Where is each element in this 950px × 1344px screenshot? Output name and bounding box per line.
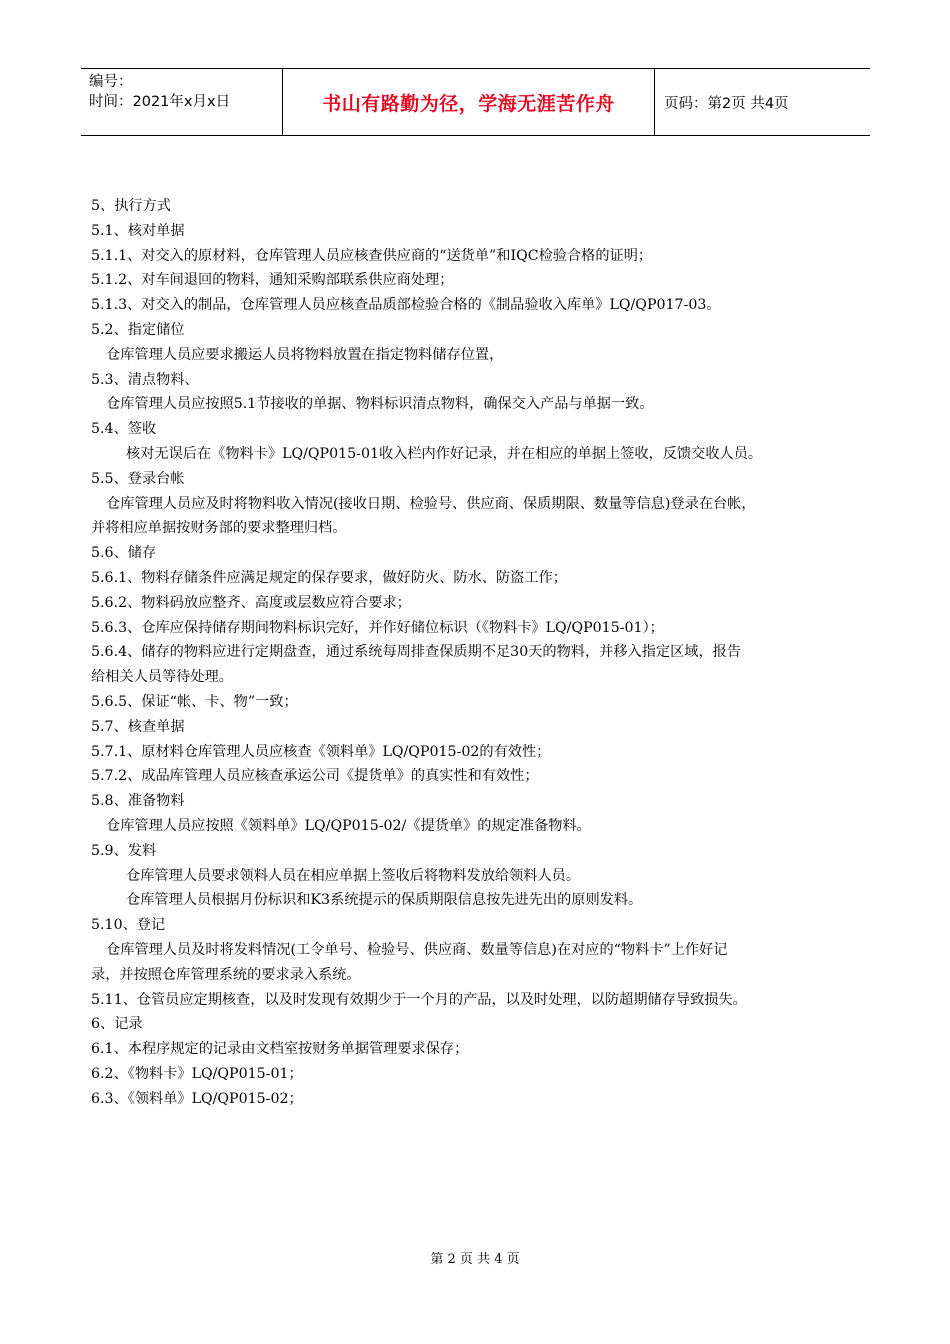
text-line: 5.7.2、成品库管理人员应核查承运公司《提货单》的真实性和有效性； [91, 768, 539, 785]
text-line: 5.11、仓管员应定期核查，以及时发现有效期少于一个月的产品，以及时处理，以防超期储存导致损失。 [91, 991, 747, 1008]
header-right-cell [655, 69, 870, 135]
header-motto-cell [282, 69, 655, 135]
text-line: 5.6.4、储存的物料应进行定期盘查，通过系统每周排查保质期不足30天的物料，并移入指定区域，报告 [91, 644, 742, 661]
page-header [81, 68, 870, 136]
text-line: 5、执行方式 [91, 198, 171, 214]
text-line: 5.5、登录台帐 [91, 470, 185, 487]
document-number-label: 编号： [89, 74, 133, 90]
text-line: 仓库管理人员及时将发料情况(工令单号、检验号、供应商、数量等信息)在对应的“物料卡”上作好记 [106, 941, 728, 958]
footer-page-number: 第 2 页 共 4 页 [430, 1252, 520, 1267]
text-line: 6、记录 [91, 1016, 143, 1033]
text-line: 5.10、登记 [91, 917, 166, 934]
text-line: 5.6.5、保证“帐、卡、物”一致； [91, 693, 298, 710]
text-line: 5.6、储存 [91, 545, 157, 562]
text-line: 5.1、核对单据 [91, 222, 185, 239]
text-line: 5.4、签收 [91, 421, 157, 438]
text-line: 仓库管理人员要求领料人员在相应单据上签收后将物料发放给领料人员。 [126, 867, 581, 884]
text-line: 5.6.1、物料存储条件应满足规定的保存要求，做好防火、防水、防盗工作； [91, 569, 567, 586]
text-line: 5.7.1、原材料仓库管理人员应核查《领料单》LQ/QP015-02的有效性； [91, 743, 551, 760]
header-page-info: 页码：第2页 共4页 [664, 95, 789, 112]
text-line: 并将相应单据按财务部的要求整理归档。 [91, 520, 347, 537]
document-body [91, 194, 863, 1111]
header-left-cell [81, 69, 282, 135]
text-line: 5.2、指定储位 [91, 321, 185, 338]
text-line: 录，并按照仓库管理系统的要求录入系统。 [91, 966, 361, 983]
document-time-label: 时间：2021年x月x日 [89, 94, 231, 110]
text-line: 仓库管理人员应按照《领料单》LQ/QP015-02/《提货单》的规定准备物料。 [106, 817, 591, 834]
header-motto: 书山有路勤为径，学海无涯苦作舟 [322, 92, 615, 115]
text-line: 核对无误后在《物料卡》LQ/QP015-01收入栏内作好记录，并在相应的单据上签收，反馈交收人员。 [126, 445, 763, 462]
text-line: 5.9、发料 [91, 842, 157, 859]
text-line: 5.8、准备物料 [91, 793, 185, 810]
text-line: 仓库管理人员应及时将物料收入情况(接收日期、检验号、供应商、保质期限、数量等信息)登录在台帐， [106, 495, 756, 512]
text-line: 6.3、《领料单》LQ/QP015-02； [91, 1090, 303, 1107]
text-line: 5.3、清点物料、 [91, 371, 199, 388]
text-line: 仓库管理人员应要求搬运人员将物料放置在指定物料储存位置， [106, 346, 504, 363]
text-line: 仓库管理人员应按照5.1节接收的单据、物料标识清点物料，确保交入产品与单据一致。 [106, 396, 654, 413]
text-line: 5.1.1、对交入的原材料，仓库管理人员应核查供应商的“送货单”和IQC检验合格的证明； [91, 247, 653, 264]
text-line: 6.2、《物料卡》LQ/QP015-01； [91, 1065, 303, 1082]
page-footer [0, 1248, 950, 1267]
text-line: 仓库管理人员根据月份标识和K3系统提示的保质期限信息按先进先出的原则发料。 [126, 892, 643, 909]
text-line: 5.1.2、对车间退回的物料，通知采购部联系供应商处理； [91, 272, 454, 289]
text-line: 6.1、本程序规定的记录由文档室按财务单据管理要求保存； [91, 1041, 469, 1058]
text-line: 5.1.3、对交入的制品，仓库管理人员应核查品质部检验合格的《制品验收入库单》LQ/QP017-03。 [91, 297, 721, 314]
text-line: 给相关人员等待处理。 [91, 669, 233, 686]
text-line: 5.7、核查单据 [91, 718, 185, 735]
text-line: 5.6.2、物料码放应整齐、高度或层数应符合要求； [91, 594, 411, 611]
text-line: 5.6.3、仓库应保持储存期间物料标识完好，并作好储位标识（《物料卡》LQ/QP015-01）； [91, 619, 664, 636]
